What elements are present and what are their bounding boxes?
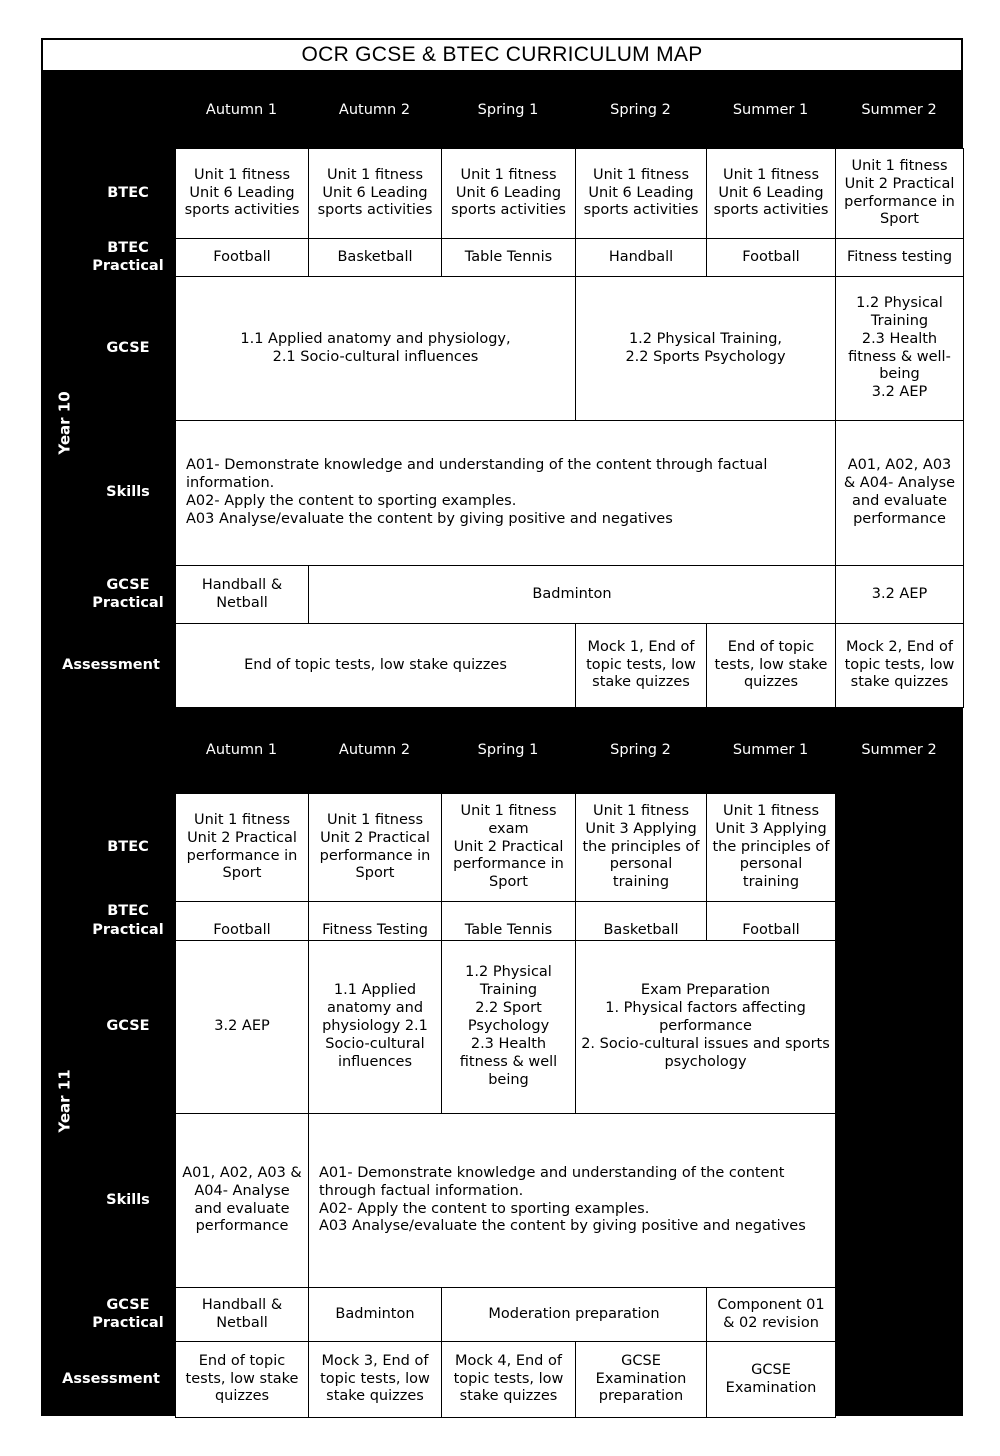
y11-term-autumn-2: Autumn 2	[338, 742, 411, 758]
y10-row-btec: BTEC	[107, 184, 149, 201]
y10-assessment-autumn-spring1: End of topic tests, low stake quizzes	[175, 623, 576, 708]
y11-gcse-spring-1: 1.2 Physical Training 2.2 Sport Psychology 2.3 Health fitness & well being	[441, 940, 576, 1114]
y10-gcse-practical-badminton: Badminton	[308, 565, 836, 624]
y10-skills-summer-2: A01, A02, A03 & A04- Analyse and evaluate performance	[835, 420, 964, 566]
y11-btec-autumn-1: Unit 1 fitness Unit 2 Practical performance in Sport	[175, 793, 309, 902]
y11-gcse-practical-summer-1: Component 01 & 02 revision	[706, 1287, 836, 1342]
y10-btec-practical-spring-1: Table Tennis	[441, 238, 576, 277]
y11-row-gcse-practical: GCSE Practical	[92, 1296, 164, 1331]
curriculum-map	[41, 38, 963, 1416]
y10-term-autumn-2: Autumn 2	[338, 102, 411, 118]
y10-btec-spring-2: Unit 1 fitness Unit 6 Leading sports activities	[575, 148, 707, 239]
y11-btec-practical-spring-1: Table Tennis	[441, 901, 576, 941]
y11-row-btec: BTEC	[107, 838, 149, 855]
y10-row-skills: Skills	[106, 484, 150, 501]
y10-skills-main: A01- Demonstrate knowledge and understanding of the content through factual information. A02- Apply the content to sporting examples. A03 Analyse/evaluate the content by giving positive and negatives	[175, 420, 836, 566]
y11-gcse-practical-autumn-2: Badminton	[308, 1287, 442, 1342]
y10-row-gcse-practical: GCSE Practical	[92, 576, 164, 611]
y10-row-assessment: Assessment	[62, 657, 160, 674]
y11-term-summer-1: Summer 1	[732, 742, 809, 758]
y10-gcse-practical-autumn-1: Handball & Netball	[175, 565, 309, 624]
y11-gcse-practical-autumn-1: Handball & Netball	[175, 1287, 309, 1342]
y11-gcse-autumn-2: 1.1 Applied anatomy and physiology 2.1 Socio-cultural influences	[308, 940, 442, 1114]
y11-assessment-spring-2: GCSE Examination preparation	[575, 1341, 707, 1418]
page-title: OCR GCSE & BTEC CURRICULUM MAP	[43, 40, 961, 70]
y10-term-autumn-1: Autumn 1	[205, 102, 278, 118]
y10-assessment-summer-2: Mock 2, End of topic tests, low stake quizzes	[835, 623, 964, 708]
y10-term-summer-2: Summer 2	[861, 102, 937, 118]
y11-assessment-autumn-1: End of topic tests, low stake quizzes	[175, 1341, 309, 1418]
y11-gcse-autumn-1: 3.2 AEP	[175, 940, 309, 1114]
y11-btec-spring-1: Unit 1 fitness exam Unit 2 Practical performance in Sport	[441, 793, 576, 902]
y11-term-autumn-1: Autumn 1	[205, 742, 278, 758]
y11-btec-autumn-2: Unit 1 fitness Unit 2 Practical performance in Sport	[308, 793, 442, 902]
y10-gcse-summer-2: 1.2 Physical Training 2.3 Health fitness & well-being 3.2 AEP	[835, 276, 964, 421]
y10-btec-spring-1: Unit 1 fitness Unit 6 Leading sports activities	[441, 148, 576, 239]
y11-gcse-exam-preparation: Exam Preparation 1. Physical factors affecting performance 2. Socio-cultural issues and sports psychology	[575, 940, 836, 1114]
y10-btec-practical-summer-1: Football	[706, 238, 836, 277]
y10-btec-practical-autumn-2: Basketball	[308, 238, 442, 277]
y10-btec-practical-spring-2: Handball	[575, 238, 707, 277]
y10-assessment-spring-2: Mock 1, End of topic tests, low stake quizzes	[575, 623, 707, 708]
y11-btec-practical-spring-2: Basketball	[575, 901, 707, 941]
y10-term-spring-1: Spring 1	[477, 102, 539, 118]
y11-row-assessment: Assessment	[62, 1371, 160, 1388]
y11-term-summer-2: Summer 2	[861, 742, 937, 758]
y11-btec-practical-autumn-2: Fitness Testing	[308, 901, 442, 941]
y10-btec-summer-1: Unit 1 fitness Unit 6 Leading sports activities	[706, 148, 836, 239]
y11-gcse-practical-moderation: Moderation preparation	[441, 1287, 707, 1342]
y10-row-btec-practical: BTEC Practical	[92, 239, 164, 274]
y10-btec-practical-autumn-1: Football	[175, 238, 309, 277]
y10-term-summer-1: Summer 1	[732, 102, 809, 118]
y11-btec-summer-1: Unit 1 fitness Unit 3 Applying the principles of personal training	[706, 793, 836, 902]
y11-term-spring-1: Spring 1	[477, 742, 539, 758]
y10-term-spring-2: Spring 2	[610, 102, 671, 118]
y10-btec-autumn-1: Unit 1 fitness Unit 6 Leading sports activities	[175, 148, 309, 239]
y11-skills-autumn-1: A01, A02, A03 & A04- Analyse and evaluate performance	[175, 1113, 309, 1288]
y10-btec-autumn-2: Unit 1 fitness Unit 6 Leading sports activities	[308, 148, 442, 239]
year-10-label: Year 10	[56, 391, 74, 455]
y10-gcse-spring-summer1: 1.2 Physical Training, 2.2 Sports Psychology	[575, 276, 836, 421]
y11-skills-main: A01- Demonstrate knowledge and understanding of the content through factual information. A02- Apply the content to sporting examples. A03 Analyse/evaluate the content by giving positive and negatives	[308, 1113, 836, 1288]
y11-assessment-spring-1: Mock 4, End of topic tests, low stake quizzes	[441, 1341, 576, 1418]
y11-btec-spring-2: Unit 1 fitness Unit 3 Applying the principles of personal training	[575, 793, 707, 902]
y10-btec-summer-2: Unit 1 fitness Unit 2 Practical performance in Sport	[835, 148, 964, 239]
y10-btec-practical-summer-2: Fitness testing	[835, 238, 964, 277]
y11-assessment-summer-1: GCSE Examination	[706, 1341, 836, 1418]
y10-gcse-practical-summer-2: 3.2 AEP	[835, 565, 964, 624]
y11-assessment-autumn-2: Mock 3, End of topic tests, low stake quizzes	[308, 1341, 442, 1418]
y11-row-btec-practical: BTEC Practical	[92, 903, 164, 938]
y11-row-gcse: GCSE	[106, 1018, 150, 1035]
year-11-label: Year 11	[56, 1069, 74, 1133]
y11-row-skills: Skills	[106, 1191, 150, 1208]
y11-btec-practical-summer-1: Football	[706, 901, 836, 941]
y11-btec-practical-autumn-1: Football	[175, 901, 309, 941]
y10-row-gcse: GCSE	[106, 339, 150, 356]
y10-gcse-autumn: 1.1 Applied anatomy and physiology, 2.1 Socio-cultural influences	[175, 276, 576, 421]
y11-term-spring-2: Spring 2	[610, 742, 671, 758]
y10-assessment-summer-1: End of topic tests, low stake quizzes	[706, 623, 836, 708]
